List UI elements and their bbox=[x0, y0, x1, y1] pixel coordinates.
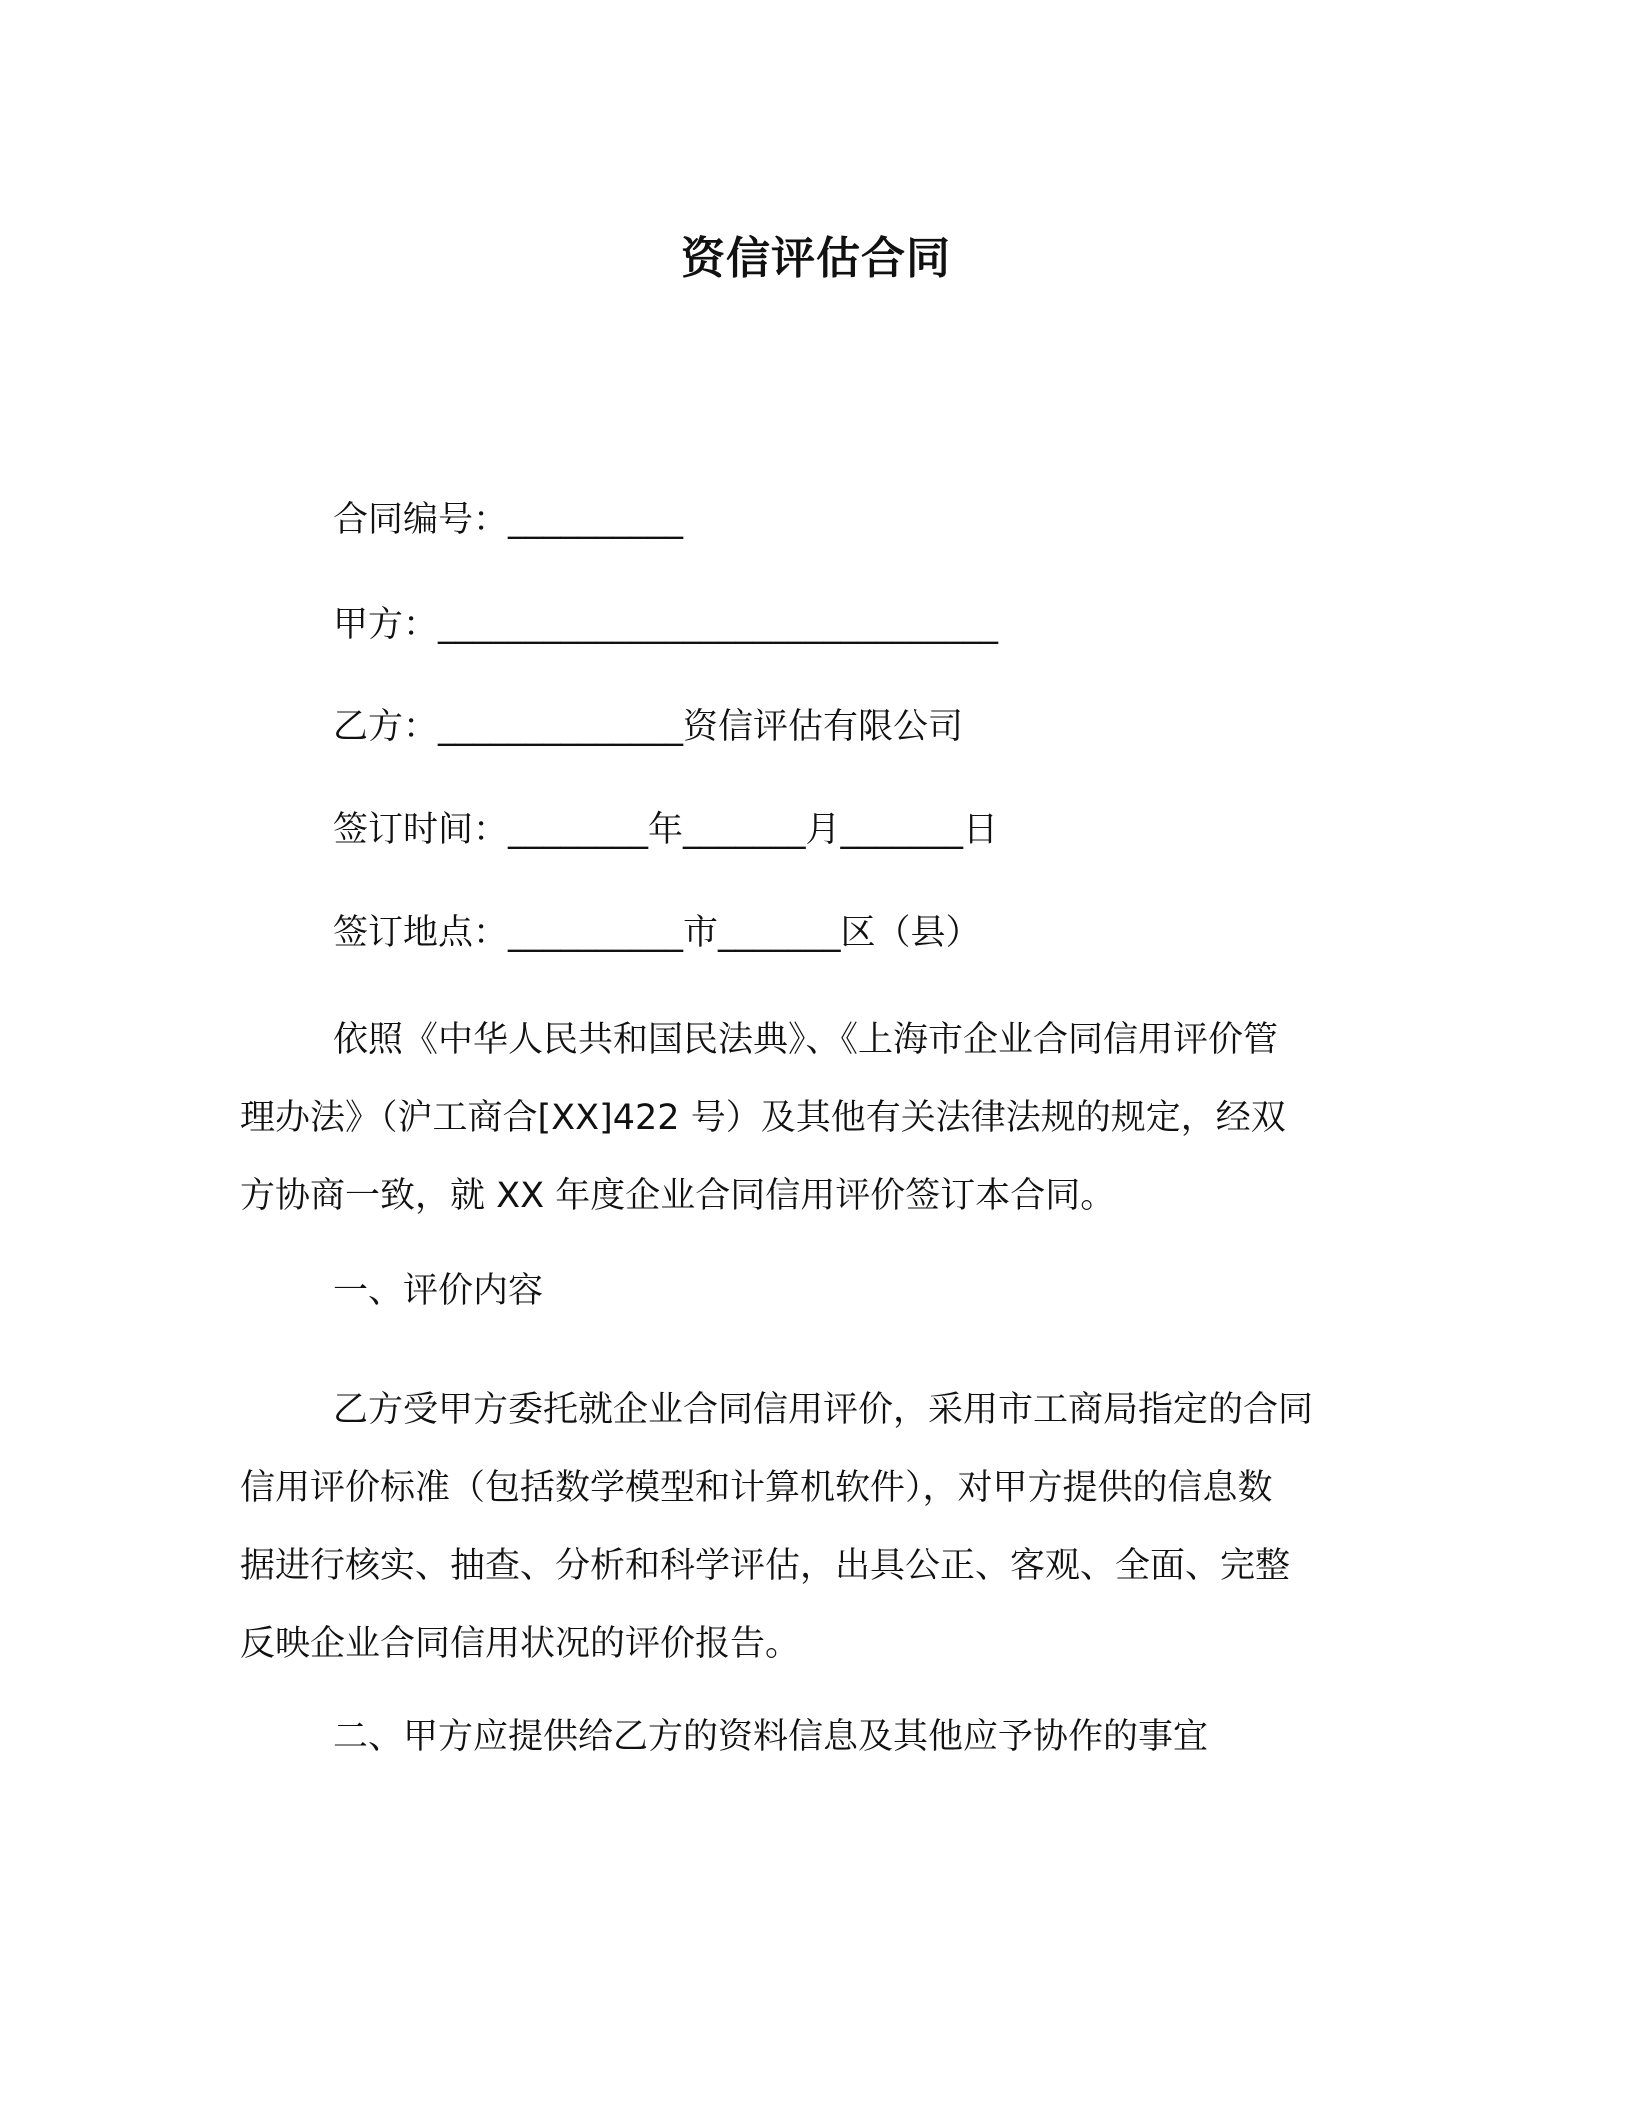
section-1-line: 反映企业合同信用状况的评价报告。 bbox=[240, 1624, 801, 1664]
section-1-line: 乙方受甲方委托就企业合同信用评价，采用市工商局指定的合同 bbox=[333, 1390, 1314, 1430]
section-1-line: 信用评价标准（包括数学模型和计算机软件），对甲方提供的信息数 bbox=[240, 1468, 1273, 1508]
preamble-line: 方协商一致，就 XX 年度企业合同信用评价签订本合同。 bbox=[240, 1176, 1116, 1216]
section-1-paragraph bbox=[240, 1371, 1390, 1683]
contract-number-field: 合同编号：__________ bbox=[333, 500, 684, 540]
section-2-heading: 二、甲方应提供给乙方的资料信息及其他应予协作的事宜 bbox=[333, 1717, 1209, 1757]
party-b-field: 乙方：______________资信评估有限公司 bbox=[333, 707, 964, 747]
party-a-field: 甲方：________________________________ bbox=[333, 605, 999, 645]
preamble-line: 依照《中华人民共和国民法典》、《上海市企业合同信用评价管 bbox=[333, 1020, 1279, 1060]
signing-time-field: 签订时间：________年_______月_______日 bbox=[333, 810, 999, 850]
signing-place-field: 签订地点：__________市_______区（县） bbox=[333, 913, 981, 953]
preamble-paragraph bbox=[240, 1001, 1390, 1235]
document-title: 资信评估合同 bbox=[681, 233, 951, 284]
preamble-line: 理办法》（沪工商合[XX]422 号）及其他有关法律法规的规定，经双 bbox=[240, 1098, 1286, 1138]
section-1-line: 据进行核实、抽查、分析和科学评估，出具公正、客观、全面、完整 bbox=[240, 1546, 1291, 1586]
section-1-heading: 一、评价内容 bbox=[333, 1271, 544, 1311]
